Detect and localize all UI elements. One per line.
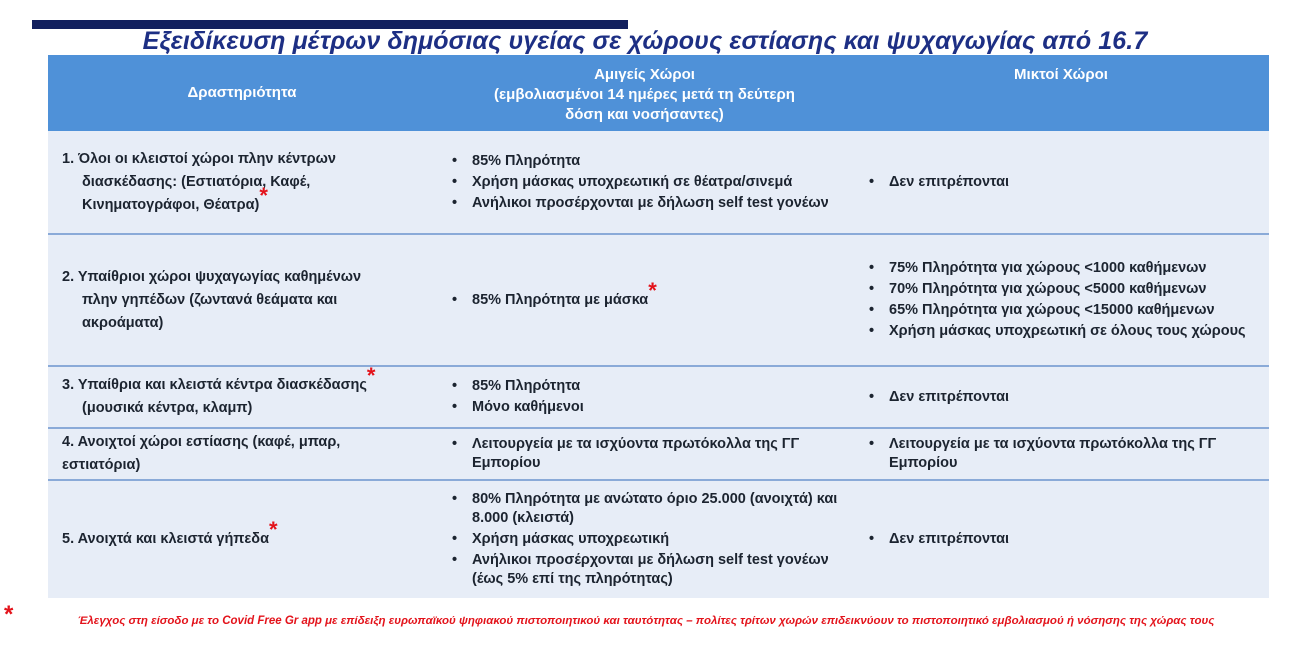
list-item: • 65% Πληρότητα για χώρους <15000 καθήμενων	[863, 301, 1259, 320]
activity-line	[58, 517, 426, 551]
activity-line: εστιατόρια)	[62, 457, 141, 473]
activity-cell	[48, 428, 436, 480]
asterisk-mark: *	[366, 363, 376, 389]
list-item: • Δεν επιτρέπονται	[863, 173, 1259, 192]
mixed-cell	[853, 366, 1269, 428]
list-item: • Χρήση μάσκας υποχρεωτική σε θέατρα/σινεμά	[446, 173, 843, 192]
pure-cell	[436, 234, 853, 366]
activity-line: διασκέδασης: (Εστιατόρια, Καφέ,	[82, 173, 311, 190]
list-item	[446, 277, 843, 310]
list-item: • Δεν επιτρέπονται	[863, 388, 1259, 407]
activity-line	[58, 182, 426, 217]
list-item: • Μόνο καθήμενοι	[446, 398, 843, 417]
footnote-asterisk: *	[4, 601, 14, 628]
mixed-cell	[853, 428, 1269, 480]
mixed-cell	[853, 131, 1269, 234]
list-item: • 85% Πληρότητα	[446, 377, 843, 396]
activity-line: 2. Υπαίθριοι χώροι ψυχαγωγίας καθημένων	[62, 268, 362, 285]
list-item: • Χρήση μάσκας υποχρεωτική	[446, 530, 843, 549]
table-header-row	[48, 55, 1269, 131]
table-row	[48, 131, 1269, 234]
list-item: • Ανήλικοι προσέρχονται με δήλωση self test γονέων (έως 5% επί της πληρότητας)	[446, 551, 843, 589]
list-item: • 85% Πληρότητα	[446, 152, 843, 171]
footnote	[4, 601, 1288, 630]
header-pure-line1: Αμιγείς Χώροι	[594, 66, 695, 83]
asterisk-mark: *	[269, 517, 278, 543]
header-mixed-spaces: Μικτοί Χώροι	[853, 55, 1269, 131]
list-item: • Δεν επιτρέπονται	[863, 530, 1259, 549]
activity-line-text: Κινηματογράφοι, Θέατρα)	[82, 196, 260, 213]
header-pure-line2: (εμβολιασμένοι 14 ημέρες μετά τη δεύτερη	[494, 86, 795, 103]
list-item-text: 85% Πληρότητα με μάσκα	[472, 291, 649, 308]
activity-line-text: 3. Υπαίθρια και κλειστά κέντρα διασκέδασης	[62, 377, 367, 393]
activity-cell	[48, 480, 436, 598]
footnote-text: Έλεγχος στη είσοδο με το Covid Free Gr app με επίδειξη ευρωπαϊκού ψηφιακού πιστοποιητικού και ταυτότητας – πολίτες τρίτων χωρών επιδεικνύουν το πιστοποιητικό εμβολιασμού ή νόσησης της χώρας τους	[77, 615, 1215, 627]
header-activity: Δραστηριότητα	[48, 55, 436, 131]
table-row	[48, 234, 1269, 366]
activity-cell	[48, 363, 436, 428]
activity-line	[58, 363, 426, 397]
activity-line: πλην γηπέδων (ζωντανά θεάματα και	[82, 291, 338, 308]
table-row	[48, 428, 1269, 480]
activity-line: ακροάματα)	[82, 314, 164, 331]
header-pure-spaces	[436, 55, 853, 131]
asterisk-mark: *	[648, 277, 657, 303]
activity-cell	[48, 131, 436, 234]
list-item: • Λειτουργεία με τα ισχύοντα πρωτόκολλα της ΓΓ Εμπορίου	[863, 435, 1259, 473]
activity-line: (μουσικά κέντρα, κλαμπ)	[82, 400, 253, 416]
asterisk-mark: *	[259, 182, 268, 208]
list-item: • 75% Πληρότητα για χώρους <1000 καθήμενων	[863, 259, 1259, 278]
pure-cell	[436, 366, 853, 428]
header-pure-line3: δόση και νοσήσαντες)	[565, 106, 724, 123]
page-title: Εξειδίκευση μέτρων δημόσιας υγείας σε χώρους εστίασης και ψυχαγωγίας από 16.7	[142, 27, 1148, 55]
list-item: • Ανήλικοι προσέρχονται με δήλωση self test γονέων	[446, 194, 843, 213]
table-row	[48, 480, 1269, 598]
table-row	[48, 366, 1269, 428]
activity-cell	[48, 234, 436, 366]
list-item: • Λειτουργεία με τα ισχύοντα πρωτόκολλα της ΓΓ Εμπορίου	[446, 435, 843, 473]
pure-cell	[436, 480, 853, 598]
pure-cell	[436, 131, 853, 234]
mixed-cell	[853, 480, 1269, 598]
list-item: • Χρήση μάσκας υποχρεωτική σε όλους τους χώρους	[863, 322, 1259, 341]
mixed-cell	[853, 234, 1269, 366]
activity-line: 4. Ανοιχτοί χώροι εστίασης (καφέ, μπαρ,	[62, 434, 341, 450]
list-item: • 70% Πληρότητα για χώρους <5000 καθήμενων	[863, 280, 1259, 299]
activity-line: 1. Όλοι οι κλειστοί χώροι πλην κέντρων	[62, 150, 336, 167]
measures-table	[48, 55, 1269, 598]
list-item: • 80% Πληρότητα με ανώτατο όριο 25.000 (ανοιχτά) και 8.000 (κλειστά)	[446, 490, 843, 528]
pure-cell	[436, 428, 853, 480]
activity-line-text: 5. Ανοιχτά και κλειστά γήπεδα	[62, 531, 270, 547]
